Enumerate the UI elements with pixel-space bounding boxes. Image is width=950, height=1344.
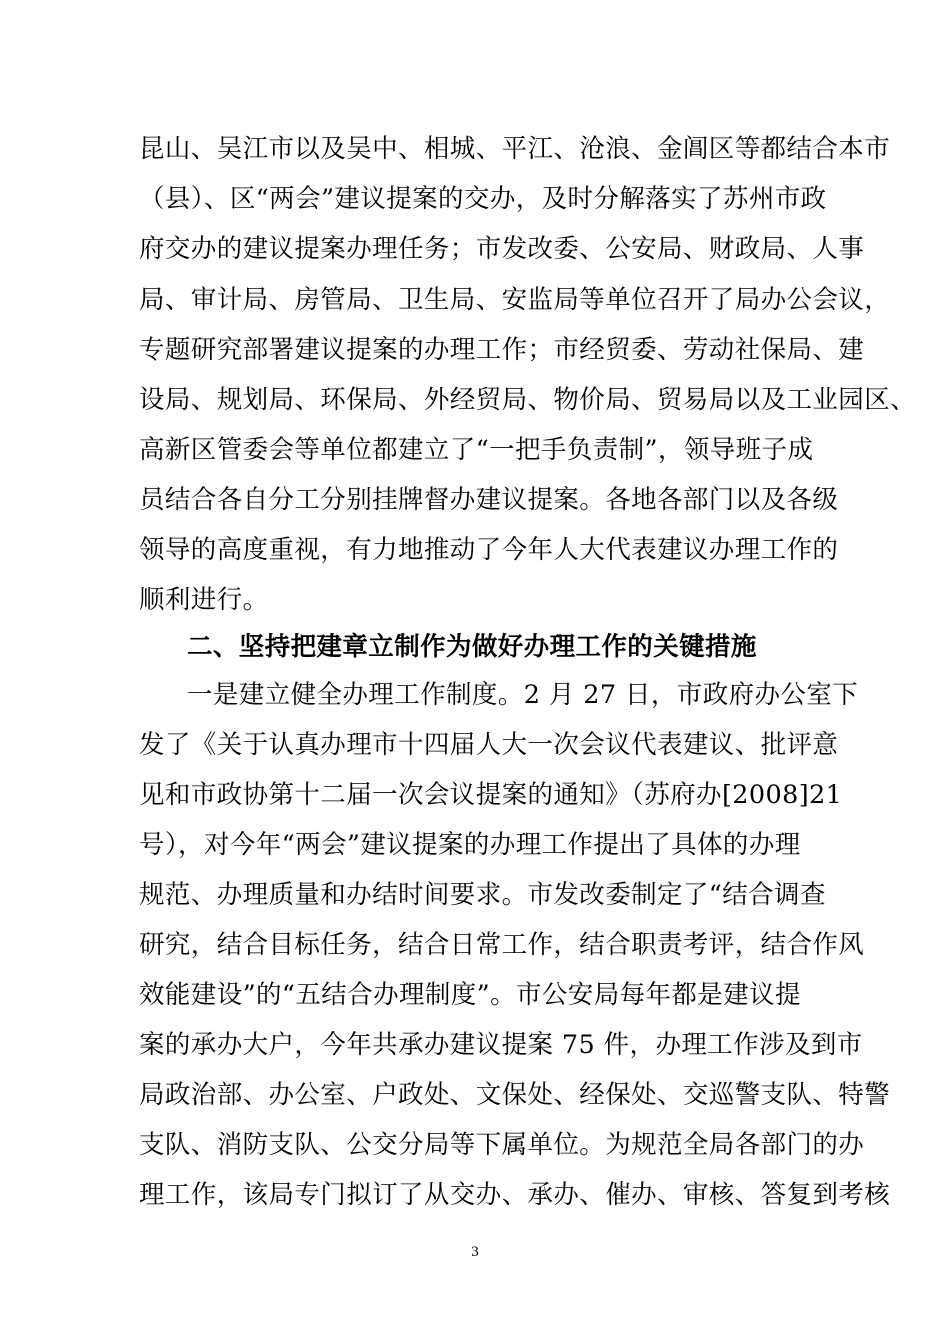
paragraph-line: （县）、区“两会”建议提案的交办，及时分解落实了苏州市政 [139, 184, 827, 214]
paragraph-line: 局、审计局、房管局、卫生局、安监局等单位召开了局办公会议， [139, 285, 891, 315]
page-number: 3 [471, 1244, 479, 1260]
paragraph-line: 员结合各自分工分别挂牌督办建议提案。各地各部门以及各级 [139, 485, 839, 515]
paragraph-line: 支队、消防支队、公交分局等下属单位。为规范全局各部门的办 [139, 1130, 865, 1160]
paragraph-line: 见和市政协第十二届一次会议提案的通知》（苏府办[2008]21 [139, 780, 843, 810]
paragraph-line: 发了《关于认真办理市十四届人大一次会议代表建议、批评意 [139, 730, 839, 760]
paragraph-line: 局政治部、办公室、户政处、文保处、经保处、交巡警支队、特警 [139, 1080, 891, 1110]
paragraph-line: 高新区管委会等单位都建立了“一把手负责制”，领导班子成 [139, 435, 814, 465]
paragraph-line: 设局、规划局、环保局、外经贸局、物价局、贸易局以及工业园区、 [139, 385, 917, 415]
paragraph-line: 号），对今年“两会”建议提案的办理工作提出了具体的办理 [139, 830, 801, 860]
paragraph-line: 效能建设”的“五结合办理制度”。市公安局每年都是建议提 [139, 980, 801, 1010]
paragraph-line: 理工作，该局专门拟订了从交办、承办、催办、审核、答复到考核 [139, 1180, 891, 1210]
paragraph-line: 专题研究部署建议提案的办理工作；市经贸委、劳动社保局、建 [139, 335, 865, 365]
paragraph-line: 昆山、吴江市以及吴中、相城、平江、沧浪、金阊区等都结合本市 [139, 134, 891, 164]
paragraph-line: 研究，结合目标任务，结合日常工作，结合职责考评，结合作风 [139, 930, 865, 960]
paragraph-line: 案的承办大户，今年共承办建议提案 75 件，办理工作涉及到市 [139, 1030, 863, 1060]
section-heading: 二、坚持把建章立制作为做好办理工作的关键措施 [187, 632, 757, 662]
paragraph-line: 领导的高度重视，有力地推动了今年人大代表建议办理工作的 [139, 535, 839, 565]
paragraph-line: 府交办的建议提案办理任务；市发改委、公安局、财政局、人事 [139, 234, 865, 264]
paragraph-line: 顺利进行。 [139, 585, 269, 615]
paragraph-line: 规范、办理质量和办结时间要求。市发改委制定了“结合调查 [139, 880, 826, 910]
paragraph-line: 一是建立健全办理工作制度。2 月 27 日，市政府办公室下 [187, 680, 859, 710]
